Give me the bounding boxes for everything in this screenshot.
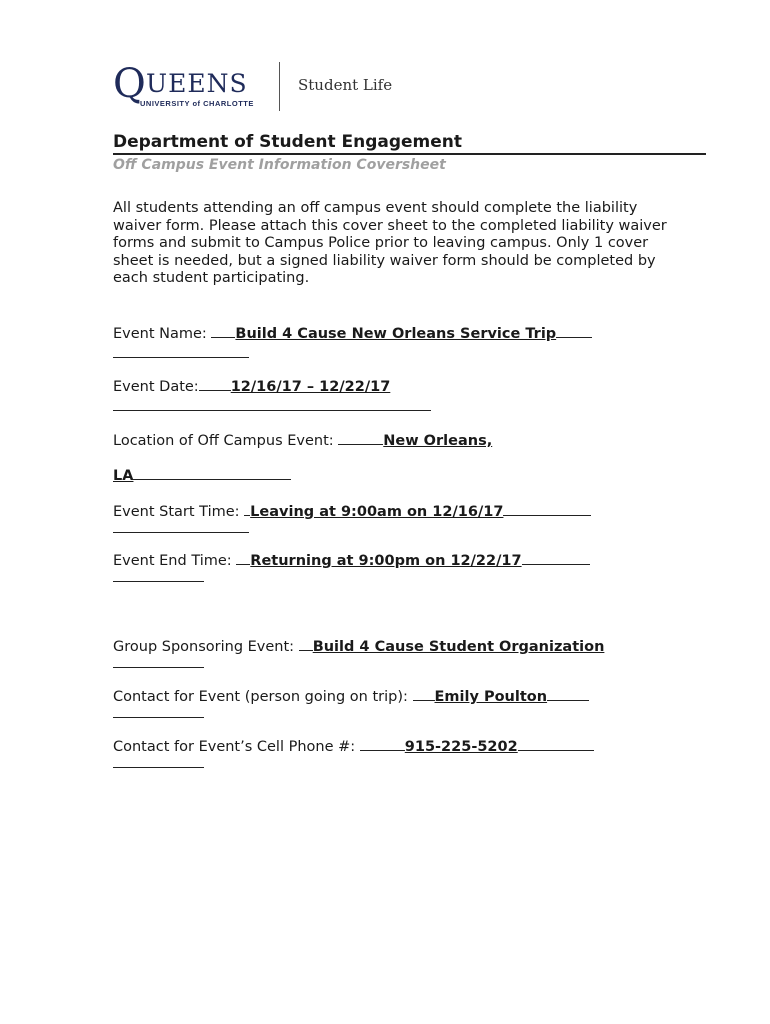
event-date-continuation-line bbox=[113, 410, 431, 411]
event-name-label: Event Name: bbox=[113, 326, 212, 342]
event-date-label: Event Date: bbox=[113, 379, 199, 395]
document-title: Department of Student Engagement bbox=[113, 132, 463, 152]
start-time-label: Event Start Time: bbox=[113, 504, 245, 520]
end-time-label: Event End Time: bbox=[113, 553, 237, 569]
end-time-row bbox=[113, 551, 590, 570]
event-name-row bbox=[113, 324, 592, 343]
location-row bbox=[113, 431, 492, 450]
phone-continuation-line bbox=[113, 767, 204, 768]
contact-continuation-line bbox=[113, 717, 204, 718]
event-name-value: Build 4 Cause New Orleans Service Trip bbox=[235, 326, 557, 342]
intro-paragraph: All students attending an off campus event should complete the liability waiver form. Please attach this cover sheet to the completed liability waiver forms and submit to Campus Police prior to leaving campus. Only 1 cover sheet is needed, but a signed liability waiver form should be completed by each student participating. bbox=[113, 200, 667, 286]
contact-row bbox=[113, 687, 589, 706]
group-continuation-line bbox=[113, 667, 204, 668]
contact-label: Contact for Event (person going on trip): bbox=[113, 689, 413, 705]
logo-divider bbox=[279, 62, 280, 111]
location-label: Location of Off Campus Event: bbox=[113, 433, 339, 449]
location-value-line1: New Orleans, bbox=[383, 433, 493, 449]
start-time-value: Leaving at 9:00am on 12/16/17 bbox=[250, 504, 504, 520]
start-time-continuation-line bbox=[113, 532, 249, 533]
phone-label: Contact for Event’s Cell Phone #: bbox=[113, 739, 360, 755]
queens-logo-q: Q bbox=[113, 61, 146, 107]
event-name-continuation-line bbox=[113, 357, 249, 358]
queens-logo-word: UEENS bbox=[146, 69, 248, 98]
end-time-continuation-line bbox=[113, 581, 204, 582]
group-value: Build 4 Cause Student Organization bbox=[312, 639, 605, 655]
phone-row bbox=[113, 737, 594, 756]
student-life-label: Student Life bbox=[298, 76, 393, 94]
group-label: Group Sponsoring Event: bbox=[113, 639, 299, 655]
event-date-row bbox=[113, 377, 390, 396]
document-subtitle: Off Campus Event Information Coversheet bbox=[113, 157, 446, 173]
start-time-row bbox=[113, 502, 591, 521]
title-underline bbox=[113, 153, 706, 155]
queens-logo-subtitle: UNIVERSITY of CHARLOTTE bbox=[140, 99, 254, 108]
location-row-2 bbox=[113, 466, 291, 485]
contact-value: Emily Poulton bbox=[434, 689, 548, 705]
end-time-value: Returning at 9:00pm on 12/22/17 bbox=[250, 553, 522, 569]
phone-value: 915-225-5202 bbox=[404, 739, 518, 755]
location-value-line2: LA bbox=[113, 468, 134, 484]
event-date-value: 12/16/17 – 12/22/17 bbox=[230, 379, 391, 395]
group-row bbox=[113, 637, 604, 656]
